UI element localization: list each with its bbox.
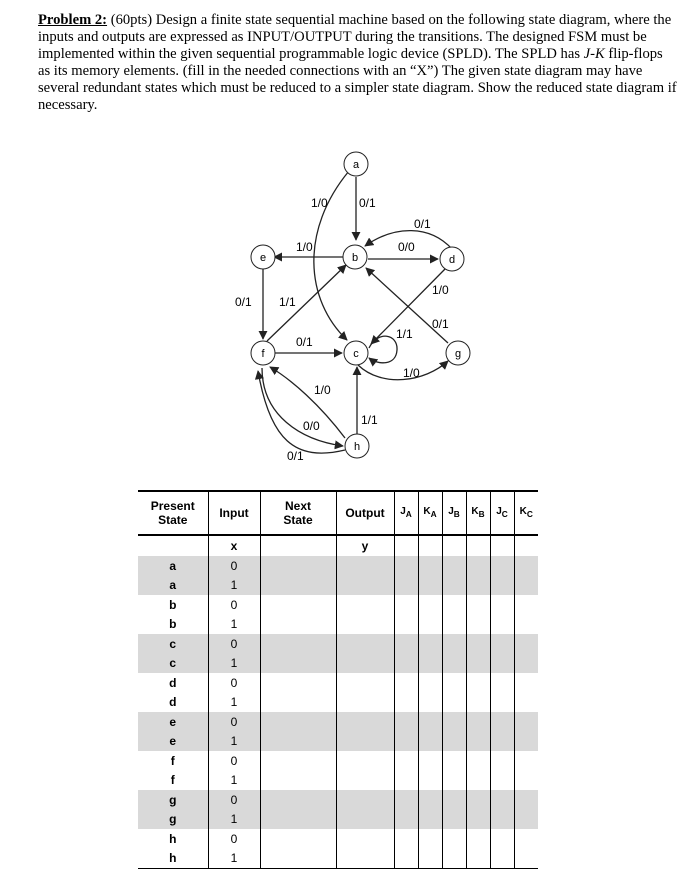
problem-text-2: flip-flops as its memory elements. (fill in the needed connections with an “X”) The given state diagram may have several redundant states which must be reduced to a simpler state diagram. Show the reduced state diagram if necessary. [38,46,677,113]
present-state-cell: a [138,576,208,596]
header-kc-main: K [519,506,527,517]
ka-cell [418,673,442,693]
edge-h-f-lower [258,371,345,453]
next-state-cell [260,576,336,596]
ka-cell [418,595,442,615]
ja-cell [394,849,418,869]
jc-cell [490,829,514,849]
table-row [138,595,538,615]
output-cell [336,751,394,771]
state-a-label: a [352,159,360,171]
input-cell: 0 [208,751,260,771]
state-c-label: c [353,348,359,360]
ja-cell [394,654,418,674]
present-state-cell: c [138,654,208,674]
input-cell: 0 [208,712,260,732]
jc-cell [490,693,514,713]
ka-cell [418,712,442,732]
jb-cell [442,673,466,693]
input-var: x [208,535,260,556]
present-state-cell: c [138,634,208,654]
input-cell: 0 [208,595,260,615]
header-jc-sub: C [501,509,508,519]
next-state-cell [260,771,336,791]
kb-cell [466,576,490,596]
state-e [251,245,275,269]
table-row [138,771,538,791]
present-state-cell: f [170,753,175,768]
header-ka-main: K [423,506,431,517]
kc-cell [514,849,538,869]
ja-cell [394,829,418,849]
output-cell [336,849,394,869]
jb-cell [442,790,466,810]
header-next-state-word: State [283,513,313,527]
label-d-b: 0/1 [414,217,431,231]
state-table [138,490,538,869]
kc-cell [514,576,538,596]
jc-cell [490,654,514,674]
table-row [138,654,538,674]
jc-cell [490,751,514,771]
ka-cell [418,849,442,869]
jb-cell [442,829,466,849]
output-cell [336,654,394,674]
header-ka [418,491,442,535]
input-cell: 0 [208,673,260,693]
header-present: Present [150,499,195,513]
table-row [138,751,538,771]
ka-cell [418,615,442,635]
output-cell [336,810,394,830]
edge-f-h [262,368,343,446]
header-kc [514,491,538,535]
input-cell: 1 [208,771,260,791]
header-jc-main: J [496,506,502,517]
jb-cell [442,615,466,635]
kb-cell [466,712,490,732]
table-row [138,849,538,869]
output-cell [336,712,394,732]
ja-cell [394,693,418,713]
output-cell [336,673,394,693]
jb-cell [442,654,466,674]
header-next-state [260,491,336,535]
jb-cell [442,556,466,576]
kb-cell [466,673,490,693]
output-cell [336,693,394,713]
jc-cell [490,771,514,791]
kb-cell [466,849,490,869]
label-h-c: 1/1 [361,413,378,427]
output-cell [336,732,394,752]
present-state-cell: e [138,712,208,732]
kc-cell [514,829,538,849]
label-f-h: 0/0 [303,419,320,433]
kb-cell [466,829,490,849]
kc-cell [514,595,538,615]
table-header-row [138,491,538,535]
next-state-cell [260,693,336,713]
kb-cell [466,810,490,830]
state-d-label: d [448,254,456,266]
kc-cell [514,771,538,791]
ja-cell [394,673,418,693]
output-cell [336,829,394,849]
jc-cell [490,556,514,576]
state-g [446,341,470,365]
table-row [138,693,538,713]
output-cell [336,615,394,635]
ka-cell [418,829,442,849]
jc-cell [490,615,514,635]
jb-cell [442,751,466,771]
next-state-cell [260,849,336,869]
jc-cell [490,576,514,596]
present-state-cell: b [169,597,177,612]
kc-cell [514,556,538,576]
ka-cell [418,732,442,752]
table-row [138,673,538,693]
ja-cell [394,556,418,576]
kb-cell [466,595,490,615]
kc-cell [514,673,538,693]
header-jb-sub: B [453,509,460,519]
jc-cell [490,790,514,810]
label-d-g: 1/0 [432,283,449,297]
ja-cell [394,576,418,596]
kb-cell [466,556,490,576]
output-cell [336,634,394,654]
ja-cell [394,751,418,771]
input-cell: 0 [208,556,260,576]
input-cell: 1 [208,849,260,869]
kb-cell [466,634,490,654]
jc-cell [490,810,514,830]
jc-cell [490,712,514,732]
next-state-cell [260,810,336,830]
state-h [345,434,369,458]
present-state-cell: h [169,831,177,846]
next-state-cell [260,712,336,732]
ka-cell [418,693,442,713]
table-row [138,615,538,635]
jb-cell [442,712,466,732]
jb-cell [442,595,466,615]
label-h-f-lower: 0/1 [287,449,304,463]
header-input: Input [208,491,260,535]
header-output: Output [336,491,394,535]
state-b [343,245,367,269]
state-h-label: h [353,441,361,453]
input-cell: 1 [208,576,260,596]
header-jb-main: J [448,506,454,517]
kb-cell [466,751,490,771]
header-ja-main: J [400,506,406,517]
ja-cell [394,732,418,752]
header-kb-main: K [471,506,479,517]
output-cell [336,771,394,791]
next-state-cell [260,732,336,752]
kc-cell [514,615,538,635]
table-row [138,556,538,576]
kc-cell [514,790,538,810]
ja-cell [394,771,418,791]
next-state-cell [260,654,336,674]
label-f-c: 0/1 [296,335,313,349]
table-row [138,829,538,849]
label-h-f-upper: 1/0 [314,383,331,397]
header-kc-sub: C [526,509,533,519]
output-cell [336,576,394,596]
state-c [344,341,368,365]
kb-cell [466,790,490,810]
state-d [440,247,464,271]
input-cell: 1 [208,693,260,713]
output-cell [336,556,394,576]
kc-cell [514,654,538,674]
jc-cell [490,732,514,752]
input-cell: 0 [208,829,260,849]
ja-cell [394,634,418,654]
label-f-b: 1/1 [279,295,296,309]
next-state-cell [260,829,336,849]
input-cell: 0 [208,634,260,654]
label-e-f: 0/1 [235,295,252,309]
problem-heading: Problem 2: [38,12,108,28]
table-row [138,634,538,654]
kc-cell [514,751,538,771]
problem-jk: J-K [583,46,605,62]
present-state-cell: e [138,732,208,752]
kc-cell [514,732,538,752]
kb-cell [466,771,490,791]
ka-cell [418,771,442,791]
jb-cell [442,771,466,791]
next-state-cell [260,634,336,654]
table-row [138,732,538,752]
label-b-d: 0/0 [398,240,415,254]
label-c-g: 1/0 [403,366,420,380]
label-a-b: 0/1 [359,196,376,210]
table-row [138,576,538,596]
state-e-label: e [259,252,267,264]
ka-cell [418,810,442,830]
kb-cell [466,615,490,635]
present-state-cell: b [169,617,177,632]
table-row [138,810,538,830]
state-a [344,152,368,176]
kb-cell [466,654,490,674]
jc-cell [490,634,514,654]
present-state-cell: g [138,810,208,830]
input-cell: 0 [208,790,260,810]
next-state-cell [260,673,336,693]
header-present-state [138,491,208,535]
ka-cell [418,654,442,674]
jc-cell [490,849,514,869]
state-f-label: f [261,348,265,360]
ja-cell [394,595,418,615]
header-next: Next [284,499,311,513]
present-state-cell: f [170,773,175,788]
output-var: y [336,535,394,556]
ka-cell [418,556,442,576]
kc-cell [514,712,538,732]
ka-cell [418,576,442,596]
ja-cell [394,790,418,810]
edge-c-self [369,336,397,363]
ka-cell [418,634,442,654]
present-state-cell: d [169,695,177,710]
header-jb [442,491,466,535]
kb-cell [466,693,490,713]
state-g-label: g [454,348,462,360]
problem-text-1: Design a finite state sequential machine based on the following state diagram, where the inputs and outputs are expressed as INPUT/OUTPUT during the transitions. The designed FSM must be implemented within the given sequential programmable logic device (SPLD). The SPLD has [38,12,672,62]
header-present-state-word: State [158,513,188,527]
table-row [138,712,538,732]
jb-cell [442,576,466,596]
label-b-e: 1/0 [296,240,313,254]
state-f [251,341,275,365]
state-b-label: b [351,252,359,264]
label-c-self: 1/1 [396,327,413,341]
ka-cell [418,790,442,810]
header-kb [466,491,490,535]
label-g-b: 0/1 [432,317,449,331]
ka-cell [418,751,442,771]
next-state-cell [260,595,336,615]
header-jc [490,491,514,535]
kc-cell [514,810,538,830]
header-ja [394,491,418,535]
jc-cell [490,673,514,693]
table-var-row [138,535,538,556]
next-state-cell [260,556,336,576]
next-state-cell [260,615,336,635]
ja-cell [394,810,418,830]
kc-cell [514,693,538,713]
jb-cell [442,693,466,713]
present-state-cell: a [138,556,208,576]
table-row [138,790,538,810]
table-body [138,556,538,869]
input-cell: 1 [208,615,260,635]
jb-cell [442,634,466,654]
present-state-cell: h [169,851,177,866]
kb-cell [466,732,490,752]
input-cell: 1 [208,810,260,830]
next-state-cell [260,751,336,771]
input-cell: 1 [208,654,260,674]
kc-cell [514,634,538,654]
input-cell: 1 [208,732,260,752]
jb-cell [442,732,466,752]
ja-cell [394,615,418,635]
output-cell [336,790,394,810]
header-ka-sub: A [430,509,437,519]
present-state-cell: d [169,675,177,690]
present-state-cell: g [138,790,208,810]
jc-cell [490,595,514,615]
next-state-cell [260,790,336,810]
ja-cell [394,712,418,732]
label-a-c: 1/0 [311,196,328,210]
problem-points: (60pts) [110,12,153,28]
jb-cell [442,849,466,869]
output-cell [336,595,394,615]
header-kb-sub: B [478,509,485,519]
jb-cell [442,810,466,830]
header-ja-sub: A [405,509,412,519]
